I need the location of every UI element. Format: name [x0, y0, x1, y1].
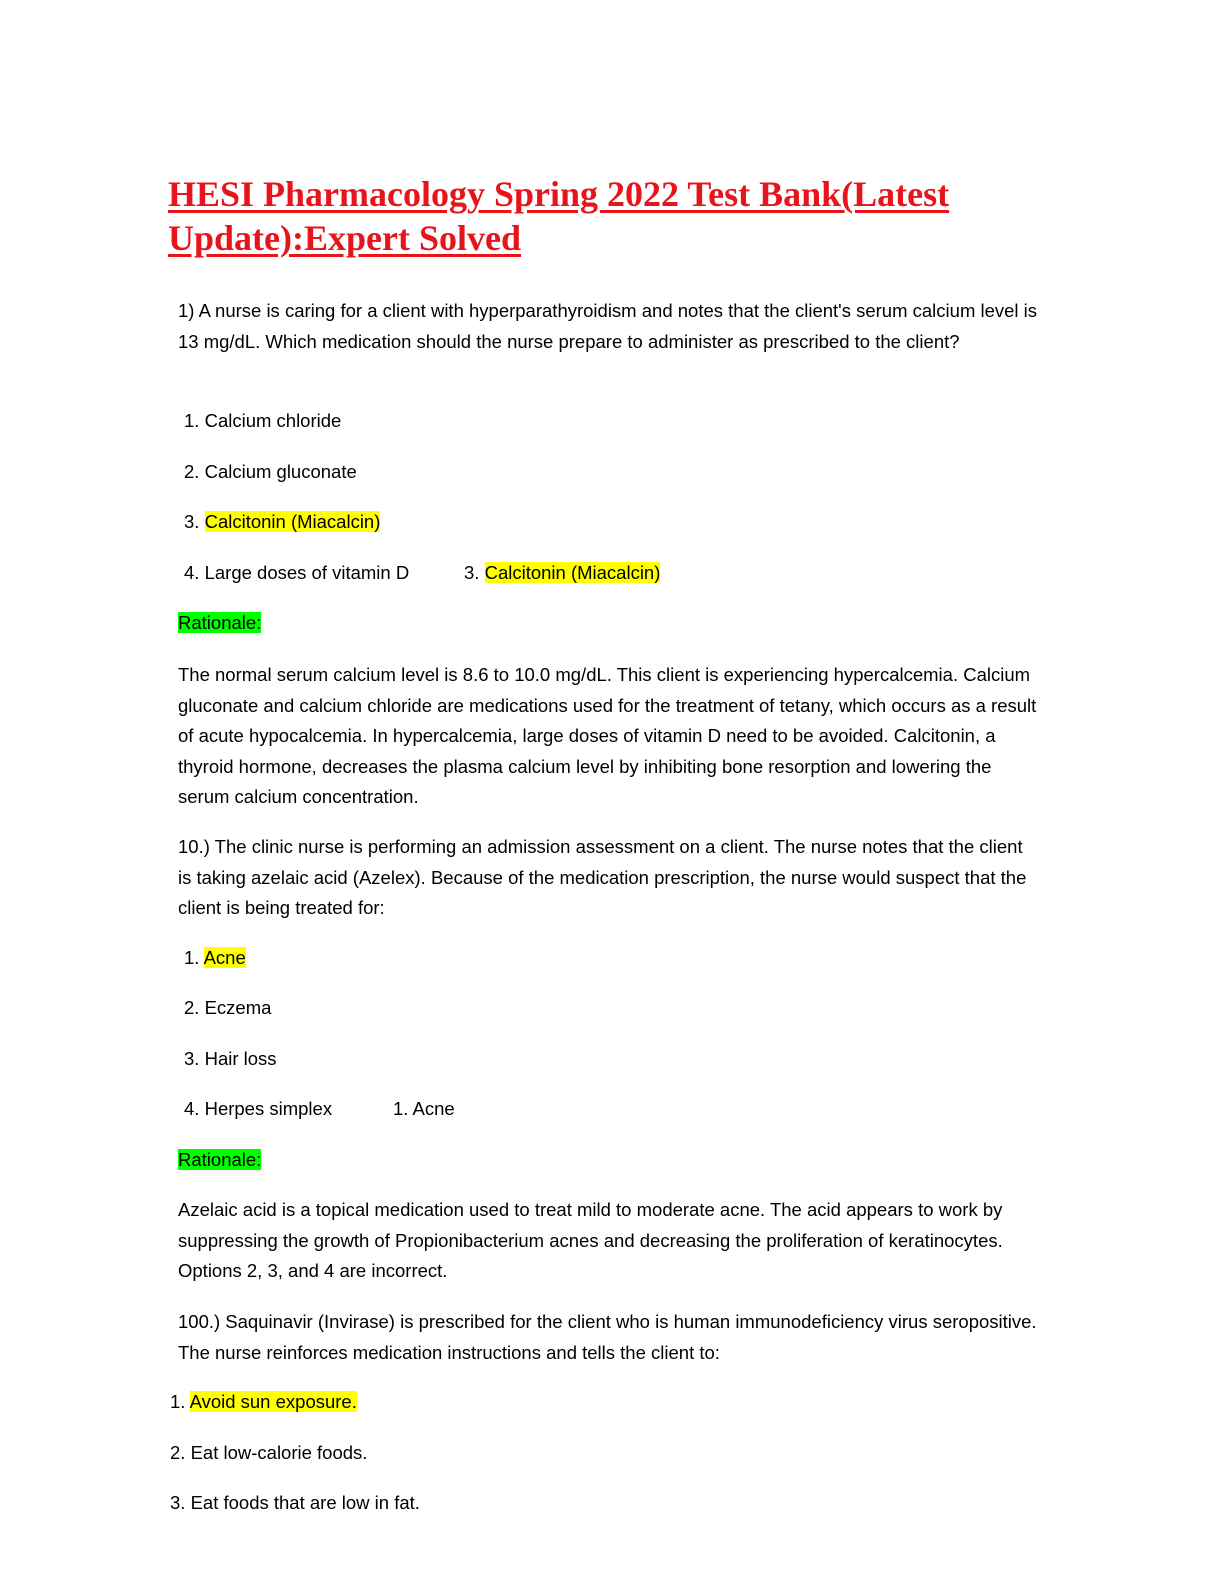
q10-rationale-label-highlighted: Rationale:	[178, 1149, 262, 1170]
q100-option-2-num: 2.	[170, 1442, 186, 1463]
q1-option-3-text-highlighted: Calcitonin (Miacalcin)	[204, 511, 381, 532]
q100-option-1-text-highlighted: Avoid sun exposure.	[189, 1391, 357, 1412]
q10-option-4-text: Herpes simplex	[204, 1098, 333, 1119]
q1-option-1-text: Calcium chloride	[204, 410, 342, 431]
q1-option-2	[184, 459, 357, 485]
q1-rationale-label	[178, 610, 261, 636]
q1-answer-text-highlighted: Calcitonin (Miacalcin)	[484, 562, 661, 583]
q10-answer: 1. Acne	[393, 1098, 455, 1119]
q1-option-3	[184, 509, 380, 535]
q1-option-2-text: Calcium gluconate	[204, 461, 357, 482]
q1-answer	[464, 560, 660, 586]
q100-option-3-num: 3.	[170, 1492, 186, 1513]
q1-option-1	[184, 408, 341, 434]
q100-option-2	[170, 1440, 367, 1466]
q10-option-4	[184, 1096, 332, 1122]
q1-option-4-text: Large doses of vitamin D	[204, 562, 410, 583]
q10-option-2-text: Eczema	[204, 997, 272, 1018]
q1-answer-num: 3.	[464, 562, 480, 583]
q10-option-3	[184, 1046, 277, 1072]
q10-option-2	[184, 995, 271, 1021]
q1-option-4	[184, 560, 409, 586]
q100-option-2-text: Eat low-calorie foods.	[190, 1442, 368, 1463]
question-100-text: 100.) Saquinavir (Invirase) is prescribed for the client who is human immunodeficiency virus seropositive. The nurse reinforces medication instructions and tells the client to:	[178, 1311, 1037, 1363]
q100-option-1-num: 1.	[170, 1391, 186, 1412]
q1-option-1-num: 1.	[184, 410, 200, 431]
q100-option-1	[170, 1389, 357, 1415]
q100-option-3-text: Eat foods that are low in fat.	[190, 1492, 420, 1513]
question-10-text: 10.) The clinic nurse is performing an admission assessment on a client. The nurse notes that the client is taking azelaic acid (Azelex). Because of the medication prescription, the nurse would suspect that the client is being treated for:	[178, 836, 1027, 918]
question-1-text: 1) A nurse is caring for a client with hyperparathyroidism and notes that the client's serum calcium level is 13 mg/dL. Which medication should the nurse prepare to administer as prescribed to the client?	[178, 300, 1038, 352]
q10-option-1	[184, 945, 246, 971]
q10-option-1-num: 1.	[184, 947, 200, 968]
q1-option-2-num: 2.	[184, 461, 200, 482]
q10-option-3-text: Hair loss	[204, 1048, 277, 1069]
q1-rationale-text: The normal serum calcium level is 8.6 to 10.0 mg/dL. This client is experiencing hypercalcemia. Calcium gluconate and calcium chloride are medications used for the treatment of tetany, which occurs as a result of acute hypocalcemia. In hypercalcemia, large doses of vitamin D need to be avoided. Calcitonin, a thyroid hormone, decreases the plasma calcium level by inhibiting bone resorption and lowering the serum calcium concentration.	[178, 664, 1037, 807]
q10-option-2-num: 2.	[184, 997, 200, 1018]
q1-option-4-num: 4.	[184, 562, 200, 583]
q10-rationale-label	[178, 1147, 261, 1173]
q1-rationale-label-highlighted: Rationale:	[178, 612, 262, 633]
q1-option-3-num: 3.	[184, 511, 200, 532]
q10-option-1-text-highlighted: Acne	[203, 947, 246, 968]
q10-option-4-num: 4.	[184, 1098, 200, 1119]
q10-rationale-text: Azelaic acid is a topical medication used to treat mild to moderate acne. The acid appears to work by suppressing the growth of Propionibacterium acnes and decreasing the proliferation of keratinocytes. Options 2, 3, and 4 are incorrect.	[178, 1199, 1003, 1281]
q10-option-3-num: 3.	[184, 1048, 200, 1069]
document-title: HESI Pharmacology Spring 2022 Test Bank(Latest Update):Expert Solved	[168, 174, 950, 258]
q100-option-3	[170, 1490, 420, 1516]
